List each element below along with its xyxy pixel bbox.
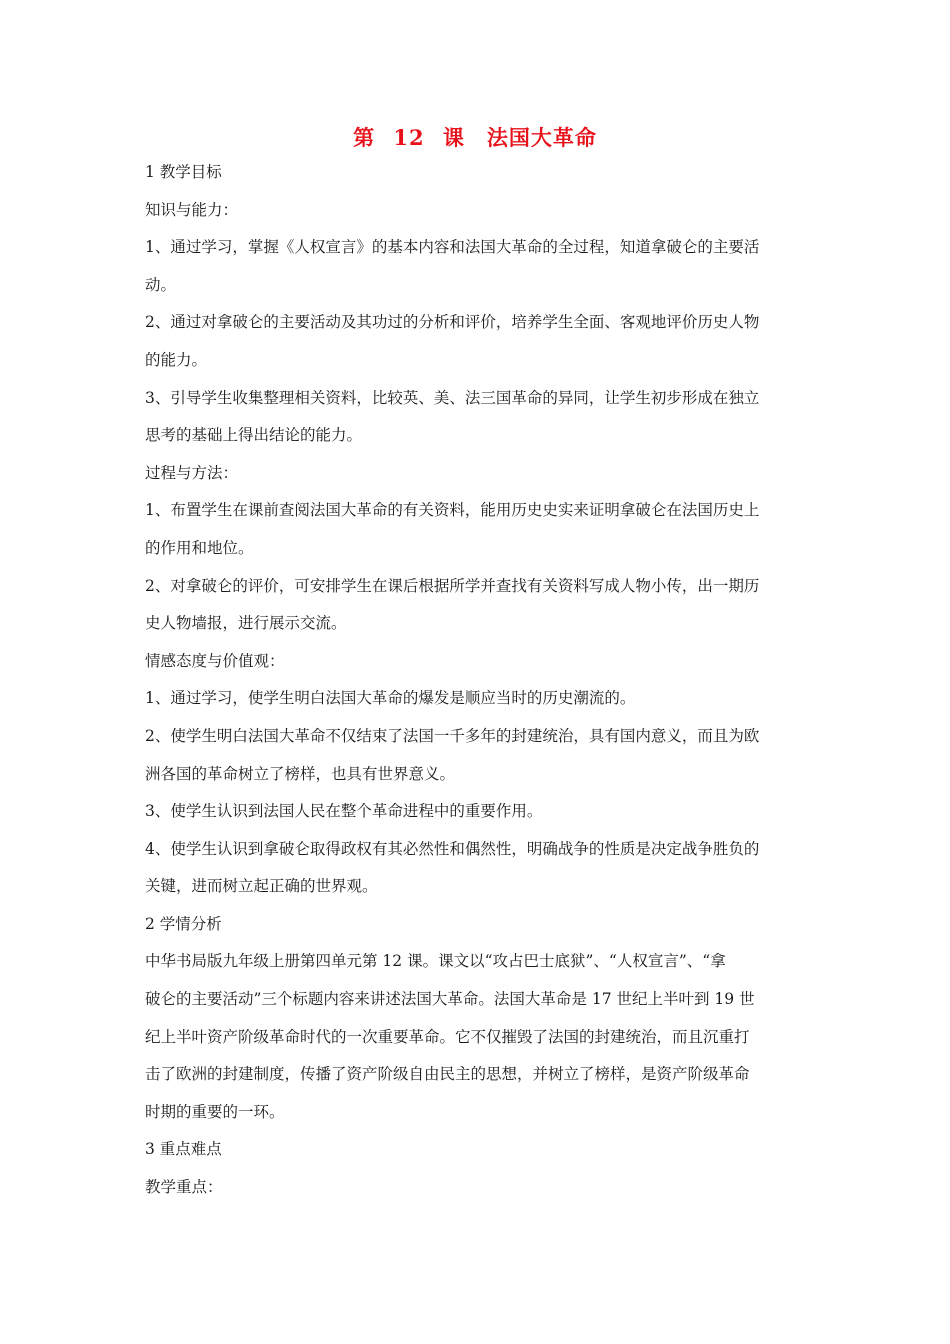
text-line: 纪上半叶资产阶级革命时代的一次重要革命。它不仅摧毁了法国的封建统治，而且沉重打	[145, 1027, 750, 1046]
text-line: 1 教学目标	[145, 163, 222, 181]
text-line: 击了欧洲的封建制度，传播了资产阶级自由民主的思想，并树立了榜样，是资产阶级革命	[145, 1065, 750, 1084]
text-line: 2 学情分析	[145, 914, 222, 933]
text-line: 2、通过对拿破仑的主要活动及其功过的分析和评价，培养学生全面、客观地评价历史人物	[145, 313, 760, 332]
text-line: 2、对拿破仑的评价，可安排学生在课后根据所学并查找有关资料写成人物小传，出一期历	[145, 576, 760, 595]
text-line: 过程与方法：	[145, 463, 239, 482]
text-line: 3、使学生认识到法国人民在整个革命进程中的重要作用。	[145, 802, 543, 821]
text-line: 破仑的主要活动”三个标题内容来讲述法国大革命。法国大革命是 17 世纪上半叶到 19 世	[145, 990, 755, 1009]
text-line: 情感态度与价值观：	[145, 651, 285, 670]
text-line: 的作用和地位。	[145, 538, 254, 557]
text-line: 动。	[145, 275, 177, 294]
text-line: 2、使学生明白法国大革命不仅结束了法国一千多年的封建统治，具有国内意义，而且为欧	[145, 726, 760, 745]
text-line: 4、使学生认识到拿破仑取得政权有其必然性和偶然性，明确战争的性质是决定战争胜负的	[145, 839, 760, 858]
text-line: 思考的基础上得出结论的能力。	[145, 426, 363, 445]
text-line: 时期的重要的一环。	[145, 1102, 285, 1121]
text-line: 3 重点难点	[145, 1140, 222, 1159]
text-line: 中华书局版九年级上册第四单元第 12 课。课文以“攻占巴士底狱”、“人权宣言”、“拿	[145, 952, 726, 971]
text-line: 1、通过学习，掌握《人权宣言》的基本内容和法国大革命的全过程，知道拿破仑的主要活	[145, 238, 760, 257]
page-title: 第 12 课 法国大革命	[353, 125, 597, 150]
text-line: 1、布置学生在课前查阅法国大革命的有关资料，能用历史史实来证明拿破仑在法国历史上	[145, 501, 760, 520]
text-line: 1、通过学习，使学生明白法国大革命的爆发是顺应当时的历史潮流的。	[145, 689, 636, 708]
text-line: 史人物墙报，进行展示交流。	[145, 614, 347, 633]
text-line: 关键，进而树立起正确的世界观。	[145, 877, 378, 896]
text-line: 的能力。	[145, 350, 208, 369]
text-line: 教学重点：	[145, 1178, 223, 1197]
text-line: 3、引导学生收集整理相关资料，比较英、美、法三国革命的异同，让学生初步形成在独立	[145, 388, 760, 407]
text-line: 洲各国的革命树立了榜样，也具有世界意义。	[145, 764, 456, 783]
text-line: 知识与能力：	[145, 200, 239, 219]
document-body	[145, 158, 810, 1211]
